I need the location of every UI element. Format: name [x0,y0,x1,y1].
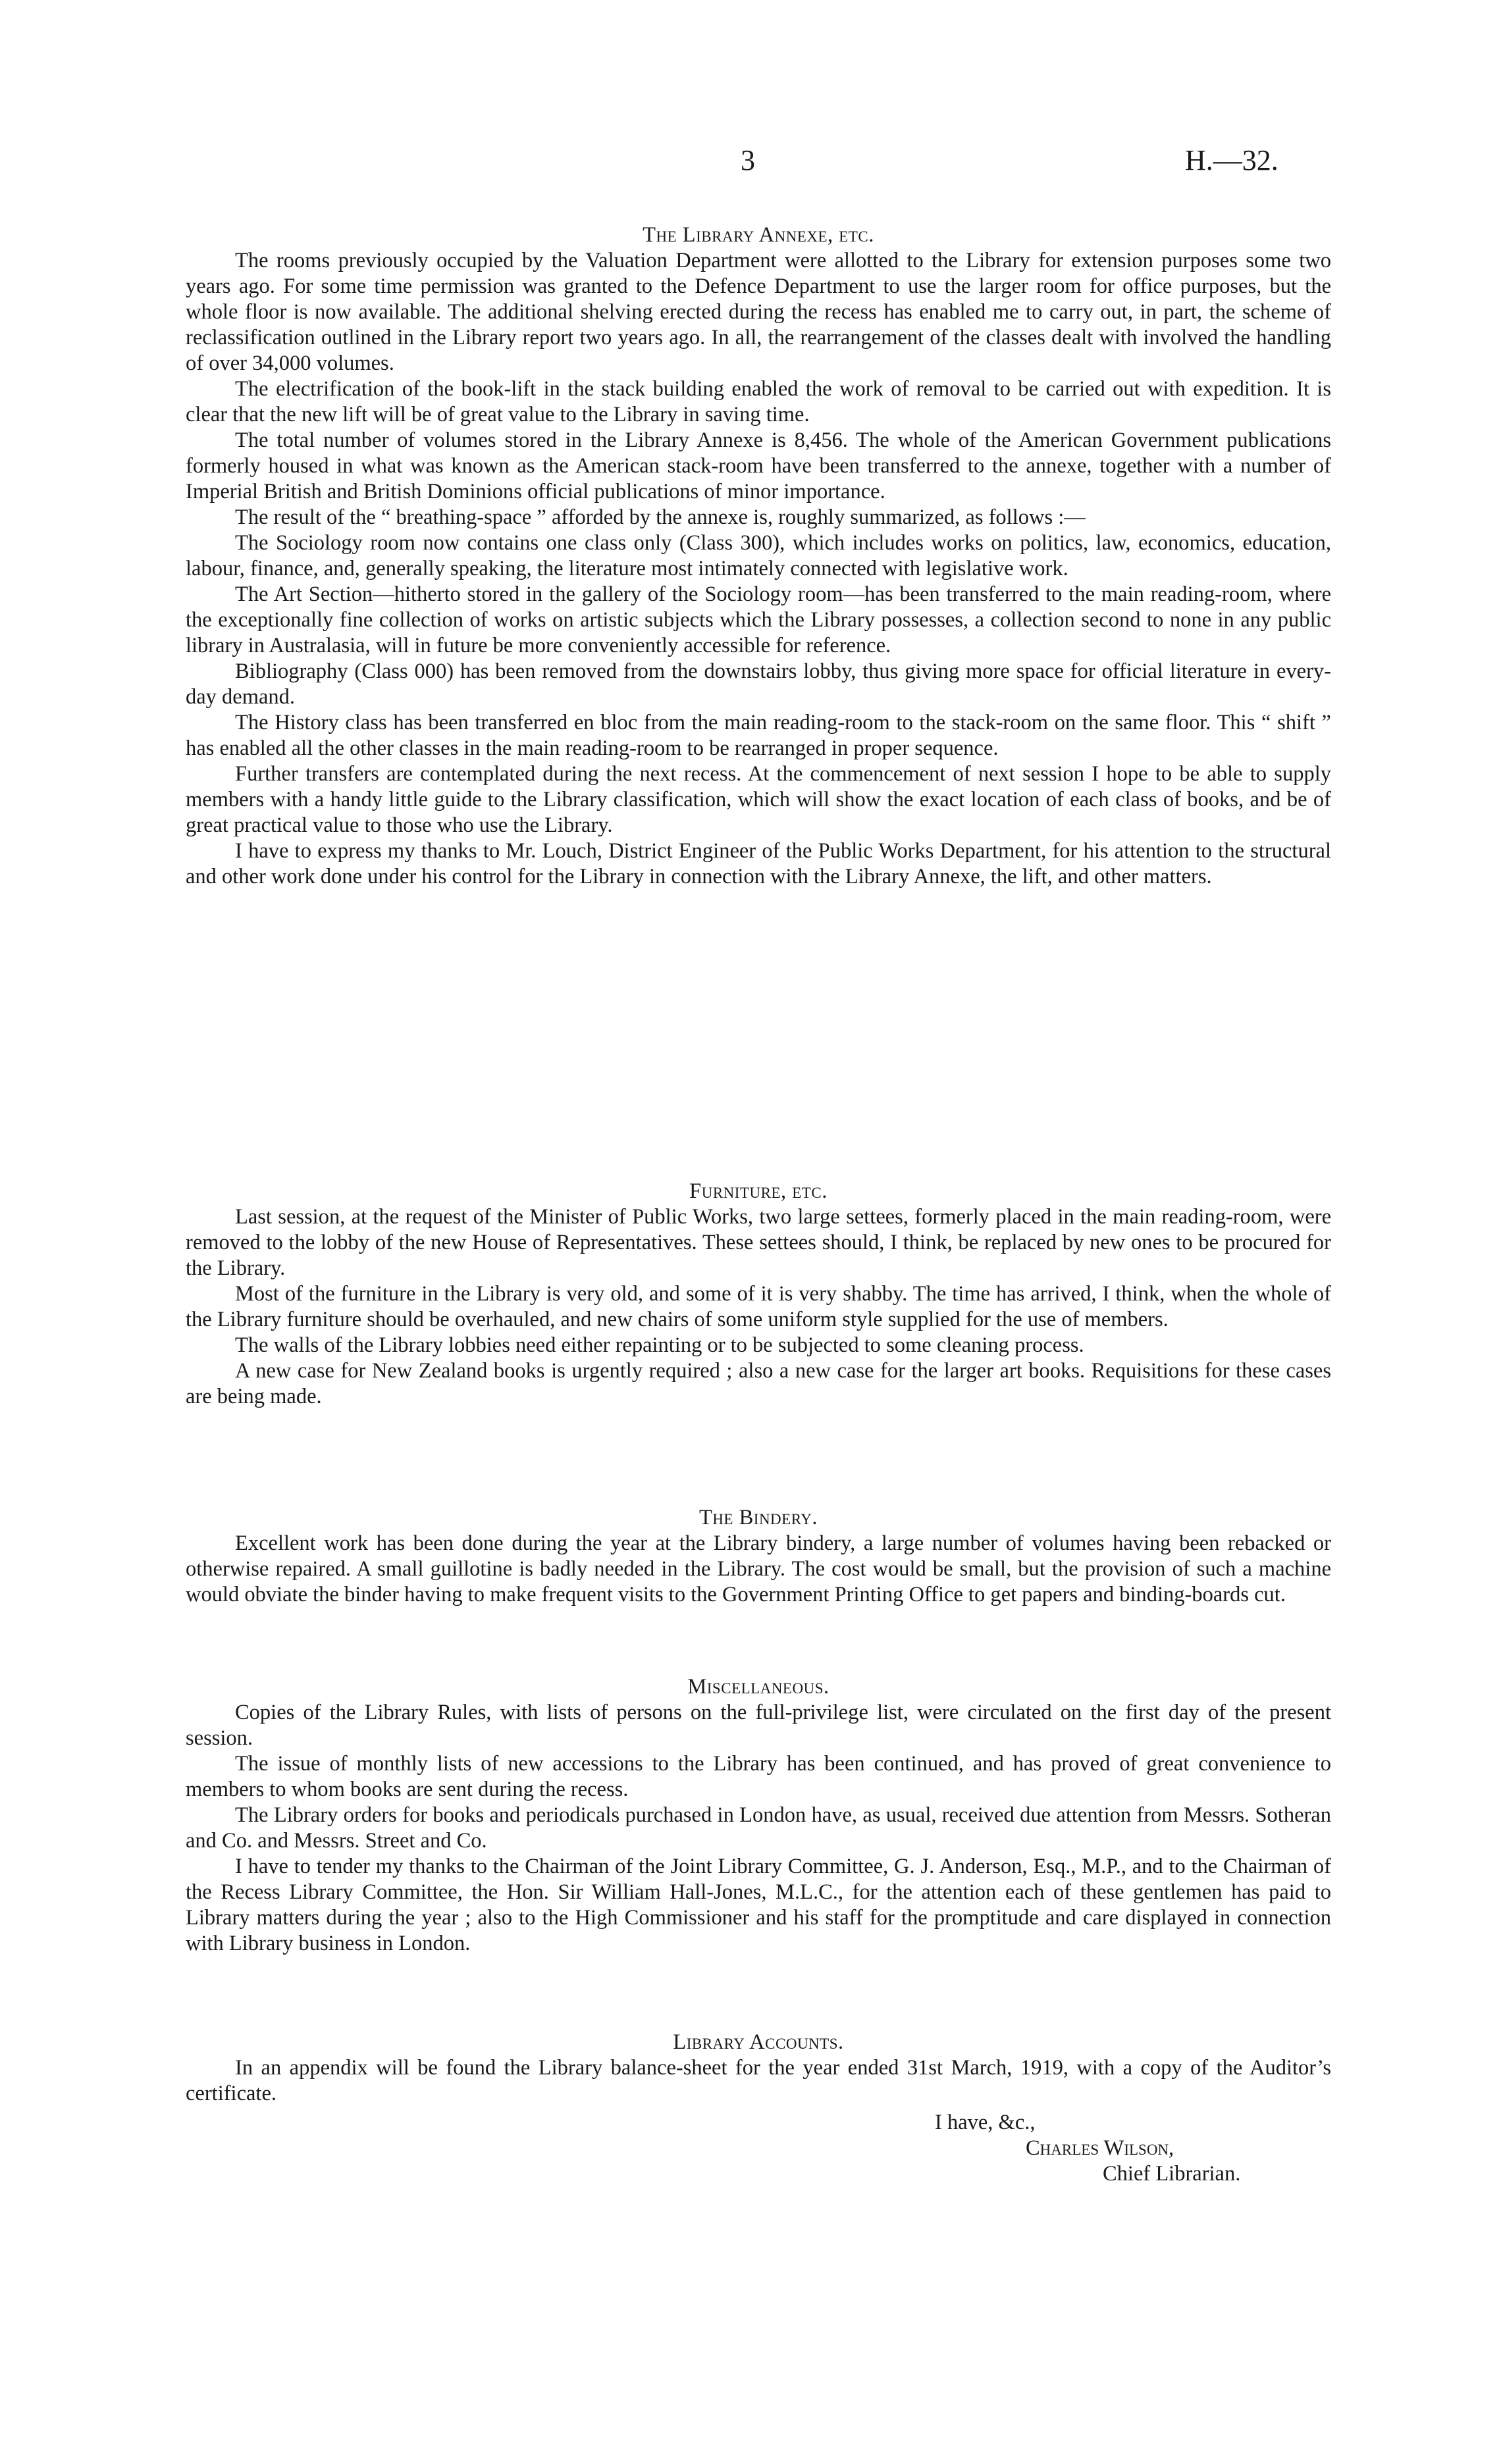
paragraph: The total number of volumes stored in the Library Annexe is 8,456. The whole of the American Government publications formerly housed in what was known as the American stack-room have been transferred to the annexe, together with a number of Imperial British and British Dominions official publications of minor importance. [186,428,1331,503]
paragraph: The result of the “ breathing-space ” afforded by the annexe is, roughly summarized, as follows :— [235,505,1086,529]
signatory-title: Chief Librarian. [1103,2162,1241,2186]
paragraph: Most of the furniture in the Library is very old, and some of it is very shabby. The time has arrived, I think, when the whole of the Library furniture should be overhauled, and new chairs of some uniform style supplied for the use of members. [186,1282,1331,1331]
paragraph: The electrification of the book-lift in the stack building enabled the work of removal to be carried out with expedition. It is clear that the new lift will be of great value to the Library in saving time. [186,377,1331,426]
section-heading: Library Accounts. [673,2030,844,2054]
paragraph: Last session, at the request of the Minister of Public Works, two large settees, formerly placed in the main reading-room, were removed to the lobby of the new House of Representatives. These settees should, I think, be replaced by new ones to be procured for the Library. [186,1205,1331,1280]
paragraph: The Library orders for books and periodicals purchased in London have, as usual, received due attention from Messrs. Sotheran and Co. and Messrs. Street and Co. [186,1803,1331,1853]
section-heading: The Library Annexe, etc. [643,223,874,247]
paragraph: Bibliography (Class 000) has been removed from the downstairs lobby, thus giving more space for official literature in every-day demand. [186,659,1331,709]
paragraph: The Sociology room now contains one class only (Class 300), which includes works on politics, law, economics, education, labour, finance, and, generally speaking, the literature most intimately connected with legislative work. [186,531,1331,580]
section-bindery [186,1505,1331,1608]
paragraph: Copies of the Library Rules, with lists of persons on the full-privilege list, were circulated on the first day of the present session. [186,1701,1331,1750]
section-heading: Miscellaneous. [687,1675,830,1699]
paragraph: In an appendix will be found the Library balance-sheet for the year ended 31st March, 1919, with a copy of the Auditor’s certificate. [186,2056,1331,2105]
page-number: 3 [741,144,755,176]
paragraph: I have to tender my thanks to the Chairman of the Joint Library Committee, G. J. Anderson, Esq., M.P., and to the Chairman of the Recess Library Committee, the Hon. Sir William Hall-Jones, M.L.C., for the attention each of these gentlemen has paid to Library matters during the year ; also to the High Commissioner and his staff for the promptitude and care displayed in connection with Library business in London. [186,1855,1331,1955]
paragraph: The walls of the Library lobbies need either repainting or to be subjected to some cleaning process. [235,1333,1084,1357]
closing-salutation: I have, &c., [935,2111,1036,2134]
section-furniture [186,1179,1331,1410]
document-reference: H.—32. [1185,144,1278,176]
signatory-name: Charles Wilson, [1026,2136,1174,2160]
section-miscellaneous [186,1674,1331,1957]
paragraph: The rooms previously occupied by the Valuation Department were allotted to the Library for extension purposes some two years ago. For some time permission was granted to the Defence Department to use the larger room for office purposes, but the whole floor is now available. The additional shelving erected during the recess has enabled me to carry out, in part, the scheme of reclassification outlined in the Library report two years ago. In all, the rearrangement of the classes dealt with involved the handling of over 34,000 volumes. [186,249,1331,375]
section-heading: Furniture, etc. [689,1179,828,1203]
section-library-accounts [186,2030,1331,2107]
paragraph: The issue of monthly lists of new accessions to the Library has been continued, and has proved of great convenience to members to whom books are sent during the recess. [186,1752,1331,1801]
section-heading: The Bindery. [698,1506,818,1529]
paragraph: Further transfers are contemplated during the next recess. At the commencement of next session I hope to be able to supply members with a handy little guide to the Library classification, which will show the exact location of each class of books, and be of great practical value to those who use the Library. [186,762,1331,837]
paragraph: The Art Section—hitherto stored in the gallery of the Sociology room—has been transferred to the main reading-room, where the exceptionally fine collection of works on artistic subjects which the Library possesses, a collection second to none in any public library in Australasia, will in future be more conveniently accessible for reference. [186,582,1331,657]
section-library-annexe [186,222,1331,890]
paragraph: The History class has been transferred en bloc from the main reading-room to the stack-room on the same floor. This “ shift ” has enabled all the other classes in the main reading-room to be rearranged in proper sequence. [186,711,1331,760]
paragraph: A new case for New Zealand books is urgently required ; also a new case for the larger art books. Requisitions for these cases are being made. [186,1359,1331,1408]
paragraph: I have to express my thanks to Mr. Louch, District Engineer of the Public Works Department, for his attention to the structural and other work done under his control for the Library in connection with the Library Annexe, the lift, and other matters. [186,839,1331,888]
paragraph: Excellent work has been done during the year at the Library bindery, a large number of volumes having been rebacked or otherwise repaired. A small guillotine is badly needed in the Library. The cost would be small, but the provision of such a machine would obviate the binder having to make frequent visits to the Government Printing Office to get papers and binding-boards cut. [186,1531,1331,1606]
